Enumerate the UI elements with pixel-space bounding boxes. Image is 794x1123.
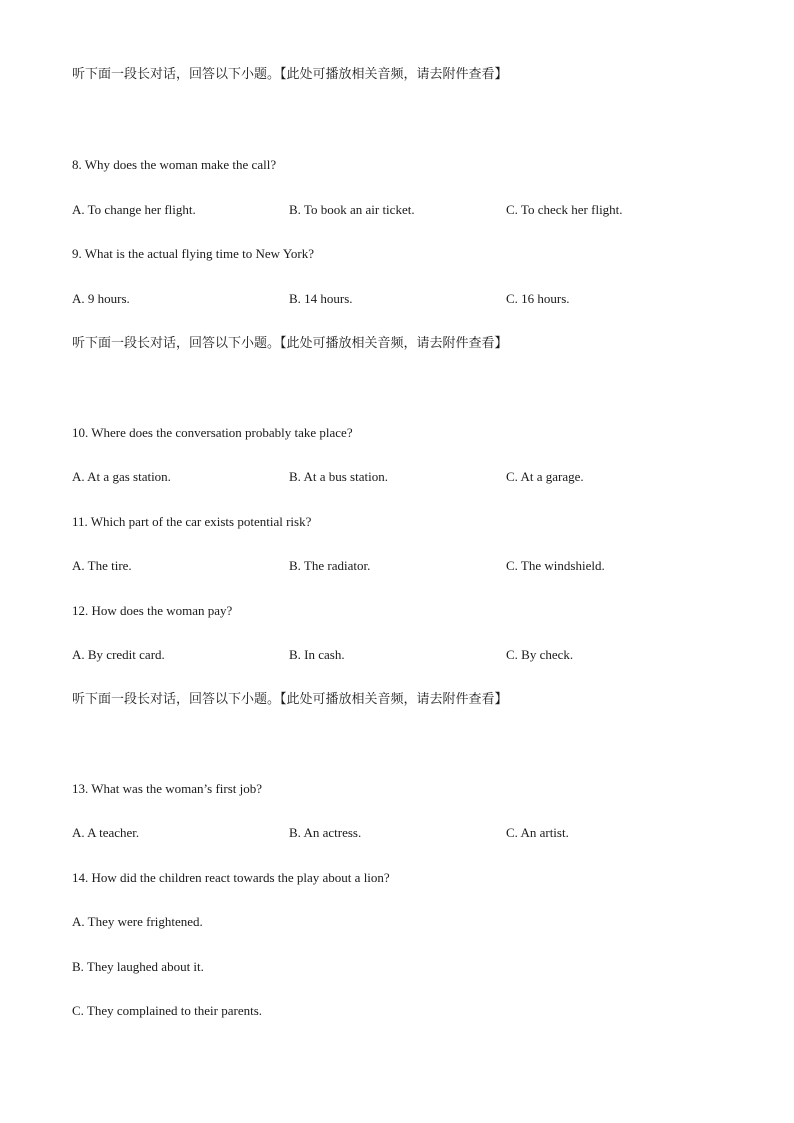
- question-stem: 13. What was the woman’s first job?: [72, 781, 263, 796]
- option-b: B. At a bus station.: [289, 469, 388, 484]
- option-c: C. At a garage.: [506, 469, 584, 484]
- option-a: A. The tire.: [72, 558, 132, 573]
- question-stem: 11. Which part of the car exists potential risk?: [72, 514, 312, 529]
- option-b: B. 14 hours.: [289, 291, 353, 306]
- listening-instruction: 听下面一段长对话，回答以下小题。【此处可播放相关音频，请去附件查看】: [72, 692, 508, 707]
- question-stem: 12. How does the woman pay?: [72, 603, 233, 618]
- option-b: B. To book an air ticket.: [289, 202, 415, 217]
- option-c: C. 16 hours.: [506, 291, 570, 306]
- option-c: C. They complained to their parents.: [72, 1003, 263, 1018]
- option-c: C. By check.: [506, 647, 574, 662]
- question-stem: 9. What is the actual flying time to New York?: [72, 246, 315, 261]
- option-a: A. To change her flight.: [72, 202, 196, 217]
- question-stem: 10. Where does the conversation probably take place?: [72, 425, 353, 440]
- listening-instruction: 听下面一段长对话，回答以下小题。【此处可播放相关音频，请去附件查看】: [72, 336, 508, 351]
- option-a: A. 9 hours.: [72, 291, 130, 306]
- option-c: C. The windshield.: [506, 558, 605, 573]
- option-a: A. At a gas station.: [72, 469, 171, 484]
- option-c: C. To check her flight.: [506, 202, 623, 217]
- option-c: C. An artist.: [506, 825, 569, 840]
- option-b: B. In cash.: [289, 647, 345, 662]
- option-b: B. The radiator.: [289, 558, 371, 573]
- option-b: B. An actress.: [289, 825, 362, 840]
- option-b: B. They laughed about it.: [72, 959, 204, 974]
- option-a: A. They were frightened.: [72, 914, 203, 929]
- option-a: A. A teacher.: [72, 825, 140, 840]
- listening-instruction: 听下面一段长对话，回答以下小题。【此处可播放相关音频，请去附件查看】: [72, 67, 508, 82]
- question-stem: 8. Why does the woman make the call?: [72, 157, 277, 172]
- option-a: A. By credit card.: [72, 647, 165, 662]
- question-stem: 14. How did the children react towards the play about a lion?: [72, 870, 390, 885]
